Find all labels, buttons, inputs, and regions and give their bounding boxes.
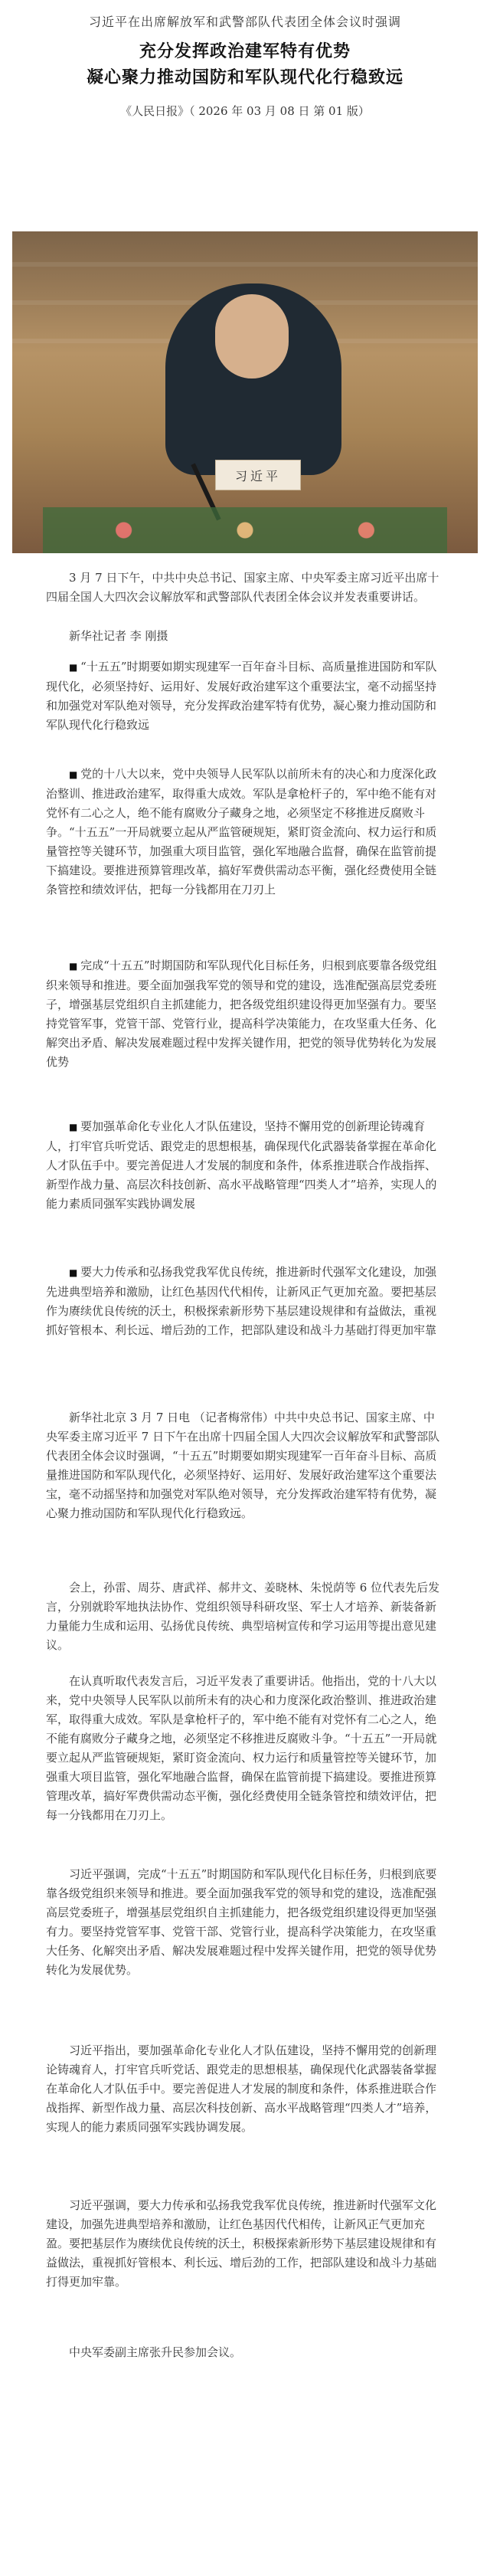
summary-paragraph-5: ■ 要大力传承和弘扬我党我军优良传统，推进新时代强军文化建设，加强先进典型培养和激励，让红色基因代代相传，让新风正气更加充盈。要把基层作为赓续优良传统的沃土，积极探索新形势下基层建设规律和有益做法，重视抓好管根本、利长远、增后劲的工作，把部队建设和战斗力基础打得更加牢靠 <box>46 1263 444 1401</box>
photo-credit: 新华社记者 李 刚摄 <box>69 629 168 643</box>
body-paragraph-7: 中央军委副主席张升民参加会议。 <box>69 2345 242 2359</box>
body-paragraph-4: 习近平强调，完成“十五五”时期国防和军队现代化目标任务，归根到底要靠各级党组织来领导和推进。要全面加强我军党的领导和党的建设，选准配强高层党委班子，增强基层党组织自主抓建能力，把各级党组织建设得更加坚强有力。要坚持党管军事、党管干部、党管行业，提高科学决策能力，在攻坚重大任务、化解突出矛盾、解决发展难题过程中发挥关键作用，把党的领导优势转化为发展优势。 <box>46 1867 437 1977</box>
flower-arrangement <box>43 507 447 553</box>
body-paragraph-6: 习近平强调，要大力传承和弘扬我党我军优良传统，推进新时代强军文化建设，加强先进典型培养和激励，让红色基因代代相传，让新风正气更加充盈。要把基层作为赓续优良传统的沃土，积极探索新形势下基层建设规律和有益做法，重视抓好管根本、利长远、增后劲的工作，把部队建设和战斗力基础打得更加牢靠。 <box>46 2198 437 2289</box>
summary-paragraph-3: ■ 完成“十五五”时期国防和军队现代化目标任务，归根到底要靠各级党组织来领导和推进。要全面加强我军党的领导和党的建设，选准配强高层党委班子，增强基层党组织自主抓建能力，把各级党组织建设得更加坚强有力。要坚持党管军事，党管干部、党管行业，提高科学决策能力，在攻坚重大任务、化解突出矛盾、解决发展难题过程中发挥关键作用，把党的领导优势转化为发展优势 <box>46 956 444 1125</box>
body-paragraph-3: 在认真听取代表发言后，习近平发表了重要讲话。他指出，党的十八大以来，党中央领导人民军队以前所未有的决心和力度深化政治整训、推进政治建军，取得重大成效。军队是拿枪杆子的，军中绝不能有对党怀有二心之人，绝不能有腐败分子藏身之地，必须坚定不移推进反腐败斗争。“十五五”一开局就要立起从严监管硬规矩，紧盯资金流向、权力运行和质量管控等关键环节，加强重大项目监管，强化军地融合监督，确保在监管前提下搞建设。要推进预算管理改革，搞好军费供需动态平衡，强化经费使用全链条管控和绩效评估，把每一分钱都用在刀刃上。 <box>46 1674 437 1822</box>
article-source: 《人民日报》（ 2026 年 03 月 08 日 第 01 版） <box>120 104 370 118</box>
speaker-face <box>215 294 289 379</box>
summary-paragraph-1: ■ “十五五”时期要如期实现建军一百年奋斗目标、高质量推进国防和军队现代化，必须坚持好、运用好、发展好政治建军这个重要法宝，毫不动摇坚持和加强党对军队绝对领导，充分发挥政治建军特有优势，凝心聚力推动国防和军队现代化行稳致远 <box>46 657 444 772</box>
photo-caption: 3 月 7 日下午，中共中央总书记、国家主席、中央军委主席习近平出席十四届全国人大四次会议解放军和武警部队代表团全体会议并发表重要讲话。 <box>46 571 439 604</box>
article-title-line1: 充分发挥政治建军特有优势 <box>139 41 351 61</box>
body-paragraph-1: 新华社北京 3 月 7 日电 （记者梅常伟）中共中央总书记、国家主席、中央军委主席习近平 7 日下午在出席十四届全国人大四次会议解放军和武警部队代表团全体会议时强调，“十五五”时期要如期实现建军一百年奋斗目标、高质量推进国防和军队现代化，必须坚持好、运用好、发展好政治建军这个重要法宝，毫不动摇坚持和加强党对军队绝对领导，充分发挥政治建军特有优势，凝心聚力推动国防和军队现代化行稳致远。 <box>46 1411 440 1520</box>
nameplate: 习近平 <box>215 460 301 490</box>
body-paragraph-5: 习近平指出，要加强革命化专业化人才队伍建设，坚持不懈用党的创新理论铸魂育人，打牢官兵听党话、跟党走的思想根基，确保现代化武器装备掌握在革命化人才队伍手中。要完善促进人才发展的制度和条件，体系推进联合作战指挥、新型作战力量、高层次科技创新、高水平战略管理“四类人才”培养，实现人的能力素质同强军实践协调发展。 <box>46 2043 437 2134</box>
body-paragraph-2: 会上，孙雷、周芬、唐武祥、郝井文、姜晓林、朱悦荫等 6 位代表先后发言，分别就聆军地执法协作、党组织领导科研攻坚、军士人才培养、新装备新力量能力生成和运用、弘扬优良传统、典型培树宣传和学习运用等提出意见建议。 <box>46 1581 440 1652</box>
summary-paragraph-4: ■ 要加强革命化专业化人才队伍建设，坚持不懈用党的创新理论铸魂育人，打牢官兵听党话、跟党走的思想根基，确保现代化武器装备掌握在革命化人才队伍手中。要完善促进人才发展的制度和条件，体系推进联合作战指挥、新型作战力量、高层次科技创新、高水平战略管理“四类人才”培养，实现人的能力素质同强军实践协调发展 <box>46 1117 444 1263</box>
article-kicker: 习近平在出席解放军和武警部队代表团全体会议时强调 <box>88 15 401 29</box>
article-title-line2: 凝心聚力推动国防和军队现代化行稳致远 <box>86 67 403 87</box>
summary-paragraph-2: ■ 党的十八大以来，党中央领导人民军队以前所未有的决心和力度深化政治整训、推进政治建军，取得重大成效。军队是拿枪杆子的，军中绝不能有对党怀有二心之人，绝不能有腐败分子藏身之地，必须坚定不移推进反腐败斗争。“十五五”一开局就要立起从严监管硬规矩，紧盯资金流向、权力运行和质量管控等关键环节，加强重大项目监管，强化军地融合监督，确保在监管前提下搞建设。要推进预算管理改革，搞好军费供需动态平衡，强化经费使用全链条管控和绩效评估，把每一分钱都用在刀刃上 <box>46 765 444 956</box>
news-photo <box>12 231 478 553</box>
